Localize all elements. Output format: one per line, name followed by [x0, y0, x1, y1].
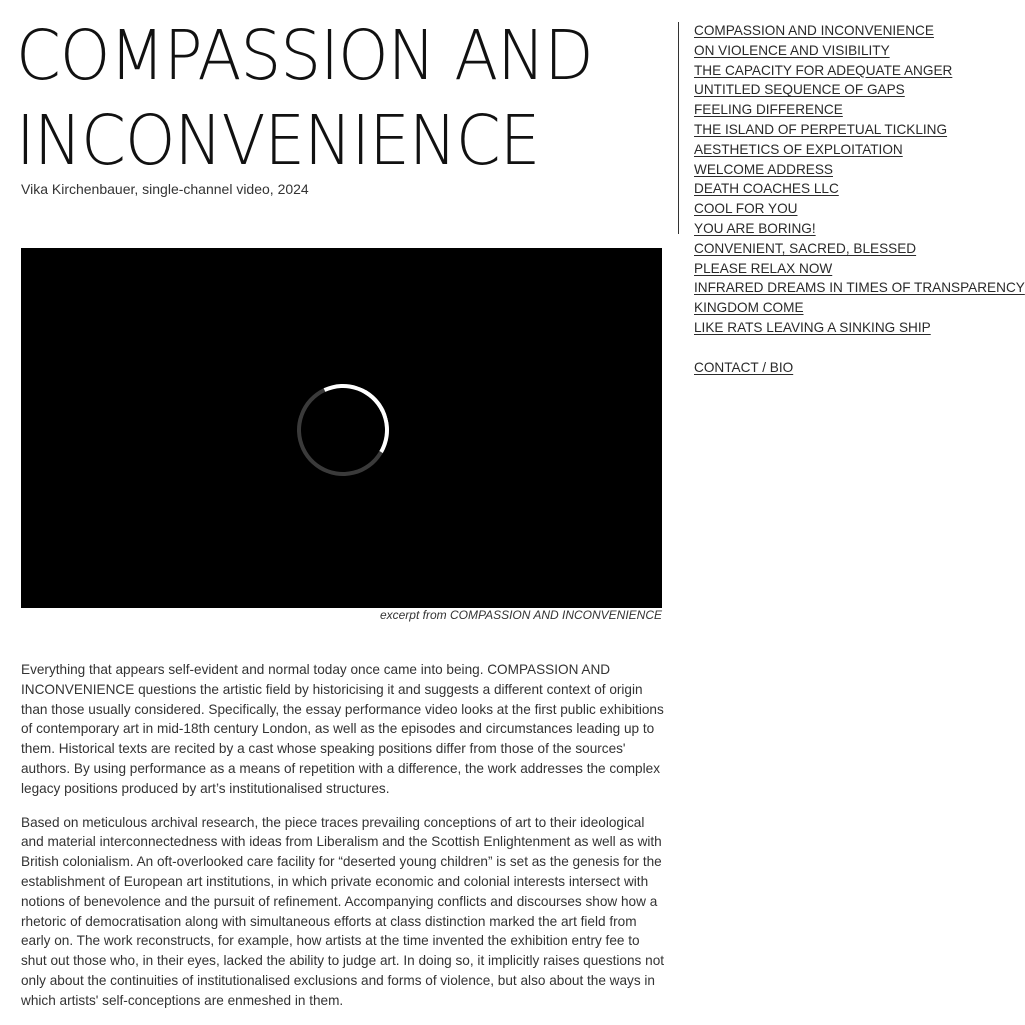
project-subtitle: Vika Kirchenbauer, single-channel video, 2024 — [21, 181, 309, 197]
nav-item-untitled-sequence-of-gaps[interactable]: UNTITLED SEQUENCE OF GAPS — [694, 82, 905, 98]
nav-item-aesthetics-of-exploitation[interactable]: AESTHETICS OF EXPLOITATION — [694, 141, 903, 157]
project-nav — [694, 21, 1025, 378]
nav-item-contact-bio[interactable]: CONTACT / BIO — [694, 359, 794, 375]
nav-item-feeling-difference[interactable]: FEELING DIFFERENCE — [694, 102, 843, 118]
nav-item-like-rats-leaving-a-sinking-ship[interactable]: LIKE RATS LEAVING A SINKING SHIP — [694, 319, 931, 335]
nav-item-the-island-of-perpetual-tickling[interactable]: THE ISLAND OF PERPETUAL TICKLING — [694, 121, 948, 137]
nav-divider — [678, 22, 679, 234]
video-player[interactable] — [21, 248, 662, 608]
nav-item-you-are-boring[interactable]: YOU ARE BORING! — [694, 220, 816, 236]
nav-item-convenient-sacred-blessed[interactable]: CONVENIENT, SACRED, BLESSED — [694, 240, 917, 256]
video-caption: excerpt from COMPASSION AND INCONVENIENCE — [379, 608, 662, 622]
nav-item-infrared-dreams[interactable]: INFRARED DREAMS IN TIMES OF TRANSPARENCY — [694, 280, 1025, 296]
description-paragraph: Everything that appears self-evident and normal today once came into being. COMPASSION AND INCONVENIENCE questions the artistic field by historicising it and suggests a different context of origin than those usually considered. Specifically, the essay performance video looks at the first public exhibitions of contemporary art in mid-18th century London, as well as the episodes and circumstances leading up to them. Historical texts are recited by a cast whose speaking positions differ from those of the sources' authors. By using performance as a means of repetition with a difference, the work addresses the complex legacy positions produced by art’s institutionalised structures. — [21, 662, 664, 796]
nav-item-on-violence-and-visibility[interactable]: ON VIOLENCE AND VISIBILITY — [694, 42, 890, 58]
nav-item-the-capacity-for-adequate-anger[interactable]: THE CAPACITY FOR ADEQUATE ANGER — [694, 62, 953, 78]
page-title: COMPASSION AND INCONVENIENCE — [16, 16, 593, 181]
nav-item-kingdom-come[interactable]: KINGDOM COME — [694, 300, 804, 316]
nav-item-welcome-address[interactable]: WELCOME ADDRESS — [694, 161, 833, 177]
nav-item-compassion-and-inconvenience[interactable]: COMPASSION AND INCONVENIENCE — [694, 23, 934, 38]
nav-item-death-coaches-llc[interactable]: DEATH COACHES LLC — [694, 181, 839, 197]
nav-item-please-relax-now[interactable]: PLEASE RELAX NOW — [694, 260, 833, 276]
nav-item-cool-for-you[interactable]: COOL FOR YOU — [694, 201, 798, 217]
project-description — [21, 660, 669, 1025]
loading-spinner-icon — [284, 371, 402, 489]
description-paragraph: Based on meticulous archival research, the piece traces prevailing conceptions of art to their ideological and material interconnectedness with ideas from Liberalism and the Scottish Enlightenment as well as with British colonialism. An oft-overlooked care facility for “deserted young children” is set as the genesis for the establishment of European art institutions, in which private economic and colonial interests intersect with notions of benevolence and the pursuit of refinement. Accompanying conflicts and discourses show how a rhetoric of democratisation along with simultaneous efforts at class distinction marked the art field from early on. The work reconstructs, for example, how artists at the time invented the exhibition entry fee to shut out those who, in their eyes, lacked the ability to judge art. In doing so, it implicitly raises questions not only about the continuities of institutionalised exclusions and forms of violence, but also about the ways in which artists' self-conceptions are enmeshed in them. — [21, 814, 665, 1008]
